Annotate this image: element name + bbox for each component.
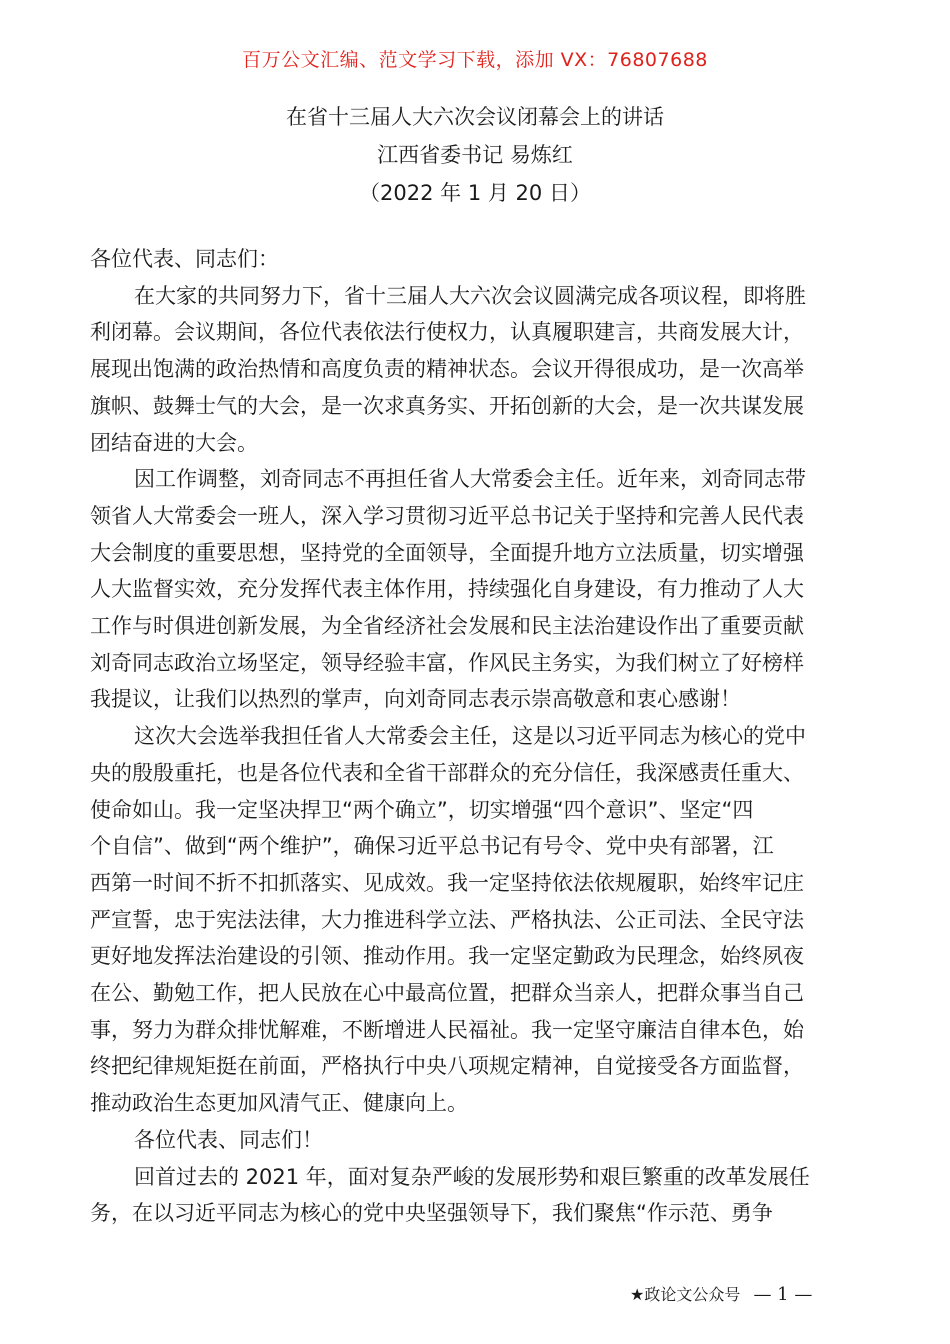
body-line: 回首过去的 2021 年，面对复杂严峻的发展形势和艰巨繁重的改革发展任 <box>134 1164 810 1189</box>
speaker-line: 江西省委书记 易炼红 <box>377 143 573 167</box>
body-line: 在公、勤勉工作，把人民放在心中最高位置，把群众当亲人，把群众事当自己 <box>90 981 804 1006</box>
body-line: 展现出饱满的政治热情和高度负责的精神状态。会议开得很成功，是一次高举 <box>90 357 804 382</box>
body-line: 利闭幕。会议期间，各位代表依法行使权力，认真履职建言，共商发展大计， <box>90 320 804 345</box>
body-line: 工作与时俱进创新发展，为全省经济社会发展和民主法治建设作出了重要贡献 <box>90 614 804 639</box>
body-line: 在大家的共同努力下，省十三届人大六次会议圆满完成各项议程，即将胜 <box>134 283 806 308</box>
body-line: 终把纪律规矩挺在前面，严格执行中央八项规定精神，自觉接受各方面监督， <box>90 1054 804 1079</box>
body-line: 事，努力为群众排忧解难，不断增进人民福祉。我一定坚守廉洁自律本色，始 <box>90 1017 804 1042</box>
body-line: 个自信”、做到“两个维护”，确保习近平总书记有号令、党中央有部署，江 <box>90 834 774 859</box>
body-line: 因工作调整，刘奇同志不再担任省人大常委会主任。近年来，刘奇同志带 <box>134 467 806 492</box>
body-line: 旗帜、鼓舞士气的大会，是一次求真务实、开拓创新的大会，是一次共谋发展 <box>90 393 804 418</box>
document-header <box>0 98 950 212</box>
body-line: 推动政治生态更加风清气正、健康向上。 <box>90 1091 468 1116</box>
body-line: 大会制度的重要思想，坚持党的全面领导，全面提升地方立法质量，切实增强 <box>90 540 804 565</box>
download-banner: 百万公文汇编、范文学习下载，添加 VX：76807688 <box>242 49 708 71</box>
body-line: 使命如山。我一定坚决捍卫“两个确立”，切实增强“四个意识”、坚定“四 <box>90 797 754 822</box>
body-line: 央的殷殷重托，也是各位代表和全省干部群众的充分信任，我深感责任重大、 <box>90 760 804 785</box>
salutation: 各位代表、同志们： <box>90 247 279 271</box>
body-line: 务，在以习近平同志为核心的党中央坚强领导下，我们聚焦“作示范、勇争 <box>90 1201 773 1226</box>
body-line: 这次大会选举我担任省人大常委会主任，这是以习近平同志为核心的党中 <box>134 724 806 749</box>
body-line: 领省人大常委会一班人，深入学习贯彻习近平总书记关于坚持和完善人民代表 <box>90 503 804 528</box>
speech-body <box>90 241 860 1232</box>
body-line: 更好地发挥法治建设的引领、推动作用。我一定坚定勤政为民理念，始终夙夜 <box>90 944 804 969</box>
page-number: — 1 — <box>753 1284 813 1305</box>
body-line: 严宣誓，忠于宪法法律，大力推进科学立法、严格执法、公正司法、全民守法 <box>90 907 804 932</box>
body-line: 刘奇同志政治立场坚定，领导经验丰富，作风民主务实，为我们树立了好榜样 <box>90 650 804 675</box>
body-line: 人大监督实效，充分发挥代表主体作用，持续强化自身建设，有力推动了人大 <box>90 577 804 602</box>
body-line: 团结奋进的大会。 <box>90 430 258 455</box>
body-line: 我提议，让我们以热烈的掌声，向刘奇同志表示崇高敬意和衷心感谢！ <box>90 687 741 712</box>
speech-date: （2022 年 1 月 20 日） <box>359 181 591 205</box>
page-footer <box>630 1282 812 1308</box>
body-line: 西第一时间不折不扣抓落实、见成效。我一定坚持依法依规履职，始终牢记庄 <box>90 870 804 895</box>
salutation-repeat: 各位代表、同志们！ <box>134 1127 323 1152</box>
speech-title: 在省十三届人大六次会议闭幕会上的讲话 <box>286 105 664 129</box>
footer-source: ★政论文公众号 <box>630 1285 741 1304</box>
